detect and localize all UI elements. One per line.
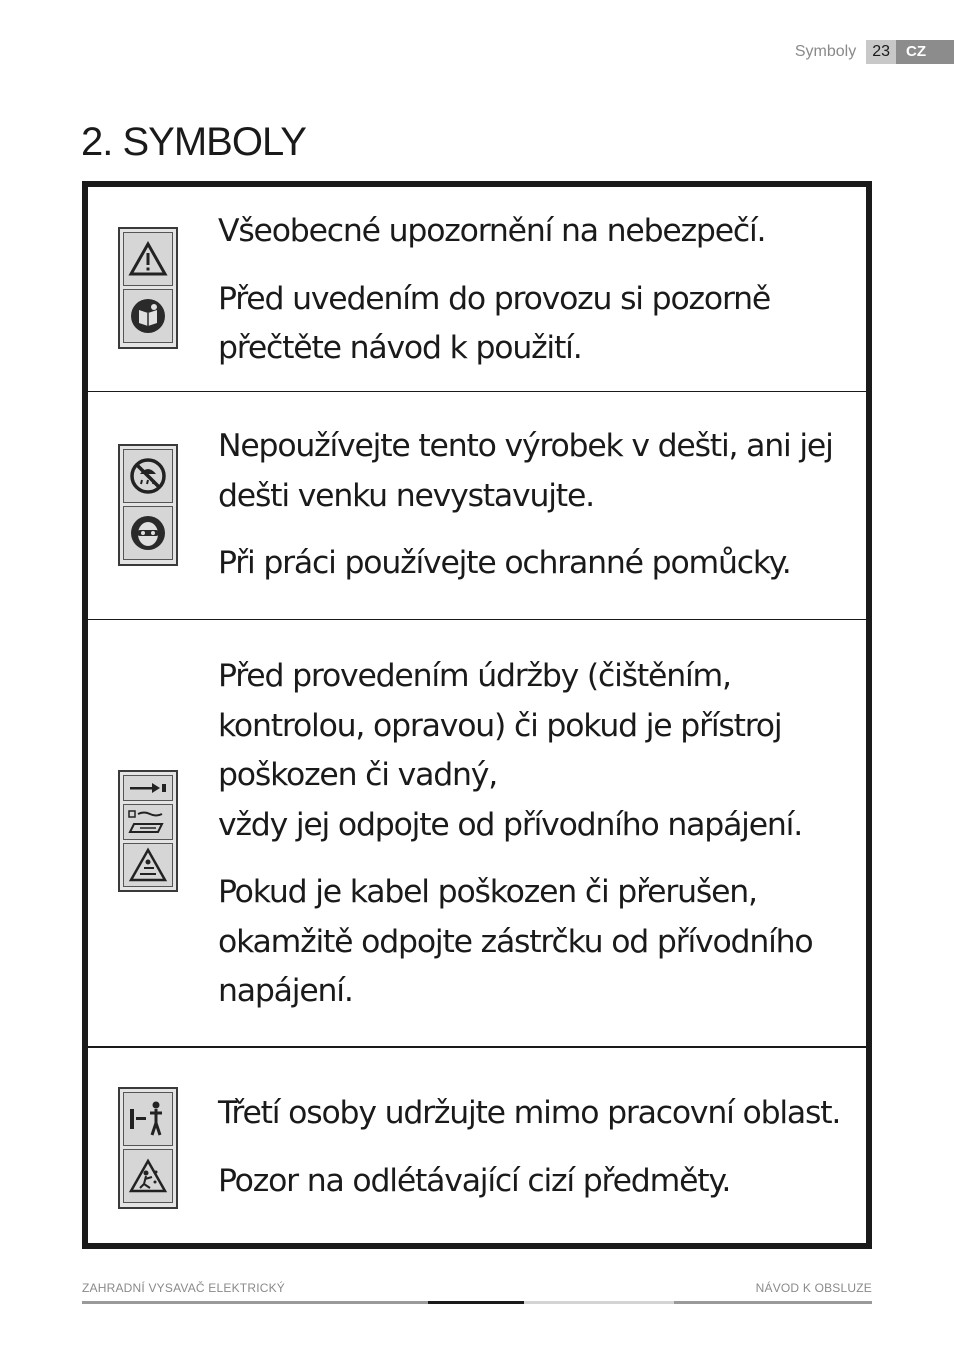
paragraph: Při práci používejte ochranné pomůcky. bbox=[218, 545, 791, 581]
warning-triangle-icon bbox=[123, 232, 173, 286]
symbol-description bbox=[218, 652, 846, 1017]
unplug-before-maintenance-icon bbox=[123, 775, 173, 801]
footer-bar-segment bbox=[428, 1301, 524, 1304]
symbol-description bbox=[218, 422, 846, 589]
symbol-icon-group bbox=[118, 227, 178, 349]
symbol-description bbox=[218, 207, 846, 374]
symbol-icon-group bbox=[118, 1087, 178, 1209]
cable-warning-icon bbox=[123, 843, 173, 887]
keep-bystanders-away-icon bbox=[123, 1092, 173, 1146]
symbol-row-general-warning bbox=[88, 187, 866, 391]
symbol-icon-group bbox=[118, 770, 178, 892]
page-header bbox=[795, 40, 954, 64]
flying-objects-icon bbox=[123, 1149, 173, 1203]
paragraph: Třetí osoby udržujte mimo pracovní oblast. bbox=[218, 1095, 841, 1131]
paragraph: Pozor na odlétávající cizí předměty. bbox=[218, 1162, 731, 1199]
no-rain-icon bbox=[123, 449, 173, 503]
symbol-row-bystanders bbox=[88, 1046, 866, 1244]
paragraph: Všeobecné upozornění na nebezpečí. bbox=[218, 213, 766, 249]
read-manual-icon bbox=[123, 289, 173, 343]
language-code: CZ bbox=[896, 40, 954, 64]
wear-protection-icon bbox=[123, 506, 173, 560]
symbol-row-maintenance bbox=[88, 619, 866, 1048]
paragraph: Před provedením údržby (čištěním, kontrolou, opravou) či pokud je přístroj poškozen či vadný, bbox=[218, 658, 782, 793]
header-section-label: Symboly bbox=[794, 43, 857, 60]
damaged-cable-icon bbox=[123, 804, 173, 840]
page-title: 2. SYMBOLY bbox=[81, 120, 306, 164]
paragraph: Před uvedením do provozu si pozorně přečtěte návod k použití. bbox=[218, 280, 771, 366]
paragraph: Nepoužívejte tento výrobek v dešti, ani jej dešti venku nevystavujte. bbox=[218, 428, 833, 514]
symbol-description bbox=[218, 1089, 846, 1206]
footer-bar-segment bbox=[674, 1301, 872, 1304]
paragraph: vždy jej odpojte od přívodního napájení. bbox=[218, 806, 803, 843]
symbol-icon-group bbox=[118, 444, 178, 566]
footer-product-name: ZAHRADNÍ VYSAVAČ ELEKTRICKÝ bbox=[82, 1281, 286, 1295]
footer-document-type: NÁVOD K OBSLUZE bbox=[755, 1281, 872, 1295]
symbols-table bbox=[82, 181, 872, 1249]
footer-bar-segment bbox=[82, 1301, 428, 1304]
symbol-row-rain-protection bbox=[88, 391, 866, 620]
footer-bar-segment bbox=[524, 1301, 674, 1304]
page-number: 23 bbox=[866, 40, 896, 64]
paragraph: Pokud je kabel poškozen či přerušen, okamžitě odpojte zástrčku od přívodního napájení. bbox=[218, 874, 813, 1009]
